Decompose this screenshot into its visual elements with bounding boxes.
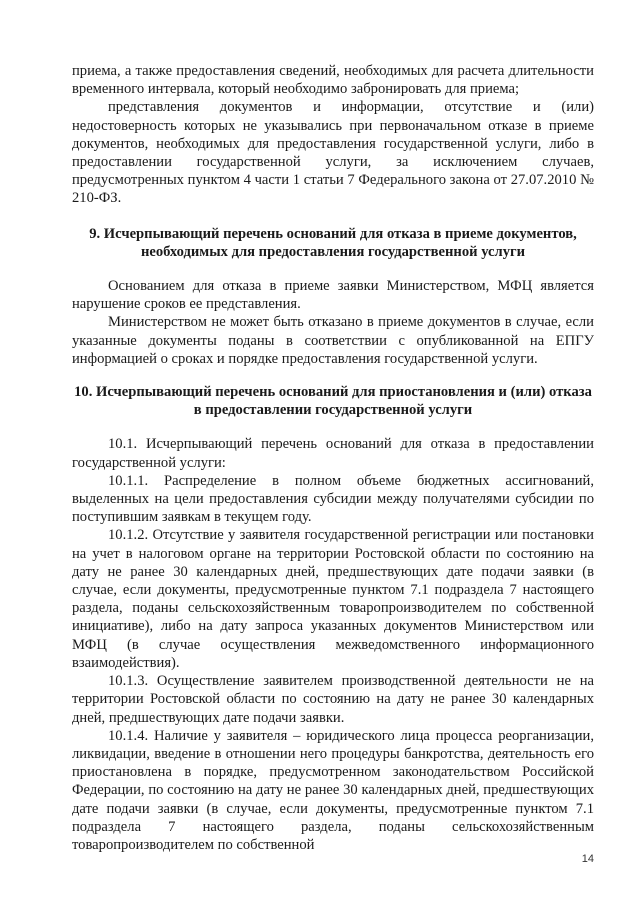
paragraph-10-1-4: 10.1.4. Наличие у заявителя – юридического лица процесса реорганизации, ликвидации, введение в отношении него процедуры банкротства, деятельность его приостановлена в порядке, предусмотренном законодательством Российской Федерации, по состоянию на дату не ранее 30 календарных дней, предшествующих дате подачи заявки (в случае, если документы, предусмотренные пунктом 7.1 подраздела 7 настоящего раздела, поданы сельскохозяйственным товаропроизводителем по собственной: [72, 727, 594, 853]
paragraph-refusal-basis: Основанием для отказа в приеме заявки Министерством, МФЦ является нарушение сроков ее представления.: [72, 278, 594, 313]
paragraph-10-1: 10.1. Исчерпывающий перечень оснований для отказа в предоставлении государственной услуги:: [72, 436, 594, 471]
paragraph-appointment-info: приема, а также предоставления сведений, необходимых для расчета длительности временного интервала, который необходимо забронировать для приема;: [72, 63, 594, 98]
paragraph-no-refusal-case: Министерством не может быть отказано в приеме документов в случае, если указанные документы поданы в соответствии с опубликованной на ЕПГУ информацией о сроках и порядке предоставления государственной услуги.: [72, 314, 594, 367]
paragraph-10-1-2: 10.1.2. Отсутствие у заявителя государственной регистрации или постановки на учет в налоговом органе на территории Ростовской области по состоянию на дату не ранее 30 календарных дней, предшествующих дате подачи заявки (в случае, если документы, предусмотренные пунктом 7.1 подраздела 7 настоящего раздела, поданы сельскохозяйственным товаропроизводителем по собственной инициативе), либо на дату запроса указанных документов Министерством или МФЦ (в случае осуществления межведомственного информационного взаимодействия).: [72, 527, 594, 671]
paragraph-10-1-1: 10.1.1. Распределение в полном объеме бюджетных ассигнований, выделенных на цели предоставления субсидии между получателями субсидии по поступившим заявкам в текущем году.: [72, 472, 594, 526]
page-number: 14: [581, 853, 594, 865]
paragraph-documents-not-indicated: представления документов и информации, отсутствие и (или) недостоверность которых не указывались при первоначальном отказе в приеме документов, необходимых для предоставления государственной услуги, либо в предоставлении государственной услуги, за исключением случаев, предусмотренных пунктом 4 части 1 статьи 7 Федерального закона от 27.07.2010 № 210-ФЗ.: [72, 99, 594, 207]
section-9-heading: 9. Исчерпывающий перечень оснований для отказа в приеме документов, необходимых для предоставления государственной услуги: [89, 225, 577, 260]
section-10-heading: 10. Исчерпывающий перечень оснований для приостановления и (или) отказа в предоставлении государственной услуги: [74, 384, 592, 419]
paragraph-10-1-3: 10.1.3. Осуществление заявителем производственной деятельности не на территории Ростовской области по состоянию на дату не ранее 30 календарных дней, предшествующих дате подачи заявки.: [72, 673, 594, 726]
document-body: [72, 62, 594, 854]
